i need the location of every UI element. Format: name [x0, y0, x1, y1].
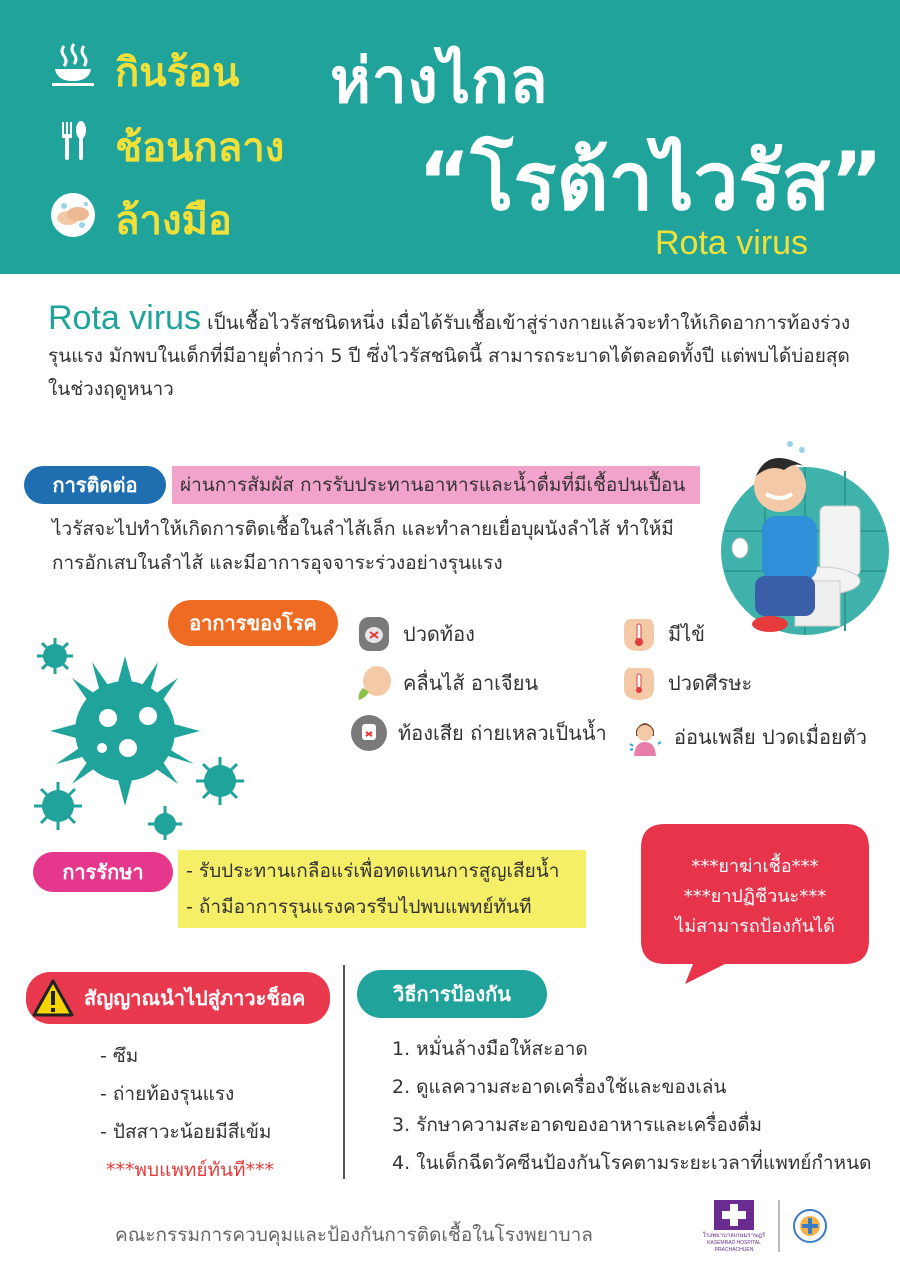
shock-signs-label: [26, 972, 330, 1024]
list-item: - ปัสสาวะน้อยมีสีเข้ม: [100, 1121, 272, 1143]
hospital-logo: [698, 1198, 770, 1258]
list-item: 3. รักษาความสะอาดของอาหารและเครื่องดื่ม: [392, 1114, 763, 1136]
vomiting-icon: [355, 664, 393, 702]
diarrhea-toilet-icon: [350, 714, 388, 752]
list-item: 4. ในเด็กฉีดวัคซีนป้องกันโรคตามระยะเวลาที่แพทย์กำหนด: [392, 1152, 872, 1174]
fork-spoon-icon: [50, 118, 96, 164]
symptom-fatigue: [626, 714, 867, 760]
treatment-line-2: - ถ้ามีอาการรุนแรงควรรีบไปพบแพทย์ทันที: [186, 896, 532, 918]
infection-control-seal-icon: [792, 1208, 828, 1244]
hand-washing-icon: [50, 192, 96, 238]
symptom-diarrhea: [350, 714, 607, 752]
hospital-cross-icon: [698, 1198, 770, 1232]
list-item: - ซึม: [100, 1045, 139, 1067]
slogan-eat-hot: กินร้อน: [115, 50, 240, 96]
antibiotic-warning-bubble: [635, 818, 875, 988]
symptom-label: มีไข้: [668, 622, 705, 646]
fatigue-person-icon: [626, 714, 664, 760]
symptom-label: ปวดท้อง: [403, 622, 475, 646]
treatment-box: [178, 850, 586, 928]
shock-signs-list: [100, 1037, 274, 1189]
transmission-line-1: ไวรัสจะไปทำให้เกิดการติดเชื้อในลำไส้เล็ก และทำลายเยื่อบุผนังลำไส้ ทำให้มี: [52, 518, 674, 540]
treatment-line-1: - รับประทานเกลือแร่เพื่อทดแทนการสูญเสียน้ำ: [186, 860, 560, 882]
prevention-label: วิธีการป้องกัน: [357, 970, 547, 1018]
symptom-label: ปวดศีรษะ: [668, 671, 753, 695]
prevention-list: [392, 1030, 871, 1182]
list-item: 2. ดูแลความสะอาดเครื่องใช้และของเล่น: [392, 1076, 727, 1098]
symptom-nausea: [355, 664, 538, 702]
symptom-fever: [620, 615, 705, 653]
bubble-line: ไม่สามารถป้องกันได้: [675, 916, 835, 937]
bubble-text: [635, 852, 875, 942]
footer-committee: คณะกรรมการควบคุมและป้องกันการติดเชื้อในโรงพยาบาล: [115, 1224, 593, 1246]
stomach-icon: [355, 615, 393, 653]
list-item: - ถ่ายท้องรุนแรง: [100, 1083, 235, 1105]
treatment-label: การรักษา: [33, 852, 173, 892]
fever-thermometer-icon: [620, 615, 658, 653]
symptom-label: คลื่นไส้ อาเจียน: [403, 671, 539, 695]
warning-triangle-icon: [32, 979, 74, 1017]
main-title: ห่างไกล: [330, 44, 549, 117]
virus-illustration: [30, 636, 250, 841]
logo-text-th: โรงพยาบาลเกษมราษฎร์: [702, 1232, 766, 1239]
symptoms-label: อาการของโรค: [168, 600, 338, 646]
symptom-label: ท้องเสีย ถ่ายเหลวเป็นน้ำ: [398, 721, 607, 745]
main-title-rotavirus: “โรต้าไวรัส”: [418, 135, 883, 228]
transmission-line-2: การอักเสบในลำไส้ และมีอาการอุจจาระร่วงอย่างรุนแรง: [52, 552, 503, 574]
logo-divider: [778, 1200, 780, 1252]
transmission-label: การติดต่อ: [24, 466, 166, 504]
symptom-stomach-ache: [355, 615, 475, 653]
hot-cup-icon: [50, 42, 96, 88]
bubble-line: ***ยาปฏิชีวนะ***: [683, 886, 827, 907]
logo-text-en: KASEMRAD HOSPITAL: [707, 1240, 761, 1246]
subtitle-english: Rota virus: [655, 224, 809, 262]
headache-icon: [620, 664, 658, 702]
slogan-wash-hands: ล้างมือ: [115, 198, 232, 244]
intro-lead: Rota virus: [48, 299, 202, 337]
sick-boy-illustration: [700, 436, 890, 641]
see-doctor-warning: ***พบแพทย์ทันที***: [106, 1159, 275, 1181]
logo-text-branch: PRACHACHUEN: [714, 1247, 754, 1253]
list-item: 1. หมั่นล้างมือให้สะอาด: [392, 1038, 588, 1060]
shock-signs-text: สัญญาณนำไปสู่ภาวะช็อค: [84, 986, 306, 1010]
symptom-headache: [620, 664, 752, 702]
bubble-line: ***ยาฆ่าเชื้อ***: [691, 856, 819, 877]
intro-text: เป็นเชื้อไวรัสชนิดหนึ่ง เมื่อได้รับเชื้อเข้าสู่ร่างกายแล้วจะทำให้เกิดอาการท้องร่วงรุนแรง มักพบในเด็กที่มีอายุต่ำกว่า 5 ปี ซึ่งไวรัสชนิดนี้ สามารถระบาดได้ตลอดทั้งปี แต่พบได้บ่อยสุดในช่วงฤดูหนาว: [48, 312, 851, 400]
intro-paragraph: [48, 299, 858, 406]
section-divider: [343, 965, 345, 1179]
slogan-serving-spoon: ช้อนกลาง: [115, 125, 285, 171]
transmission-highlight: ผ่านการสัมผัส การรับประทานอาหารและน้ำดื่มที่มีเชื้อปนเปื้อน: [172, 466, 700, 504]
symptom-label: อ่อนเพลีย ปวดเมื่อยตัว: [674, 725, 867, 749]
